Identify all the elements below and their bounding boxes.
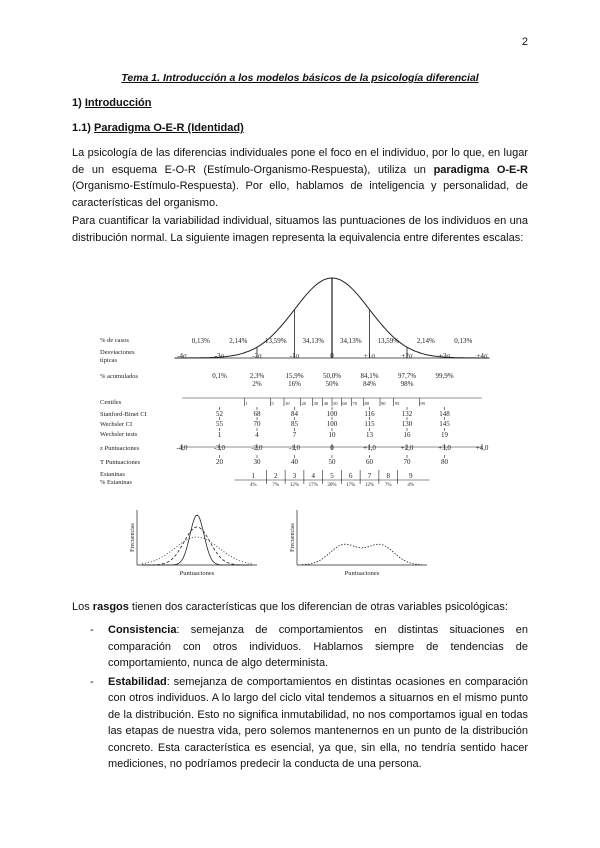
stanford-binet-label: 132 <box>401 410 413 418</box>
stanine-pct-label: 12% <box>289 483 300 488</box>
centile-label: 1 <box>245 401 248 406</box>
paragraph-oer-text-b: (Organismo-Estímulo-Respuesta). Por ello, hablamos de inteligencia y personalidad, de características del organismo. <box>72 180 528 209</box>
row-label: % de casos <box>100 337 129 344</box>
stanine-pct-label: 20% <box>327 483 337 488</box>
t-score-label: 40 <box>291 458 298 466</box>
row-label: Wechsler CI <box>100 421 133 428</box>
row-label: Centiles <box>100 399 122 406</box>
plot-left-ylabel: Frecuencias <box>130 523 136 552</box>
list-text: : semejanza de comportamientos en distintas situaciones en comparación con otros individuos. Hablamos siempre de tendencias de comportamiento, nunca de algo determinista. <box>108 624 528 669</box>
wechsler-ci-label: 130 <box>401 420 413 428</box>
paragraph-traits <box>72 599 528 616</box>
t-score-label: 60 <box>366 458 373 466</box>
wechsler-tests-label: 16 <box>403 431 411 439</box>
paragraph-oer-bold: paradigma O-E-R <box>433 163 528 176</box>
distribution-curve <box>142 515 252 565</box>
t-score-label: 30 <box>253 458 261 466</box>
z-label: 0 <box>330 444 334 452</box>
bimodal-curve <box>302 544 422 565</box>
centile-label: 10 <box>285 401 290 406</box>
wechsler-ci-label: 55 <box>216 420 223 428</box>
wechsler-tests-label: 19 <box>441 431 448 439</box>
stanine-label: 3 <box>292 472 297 480</box>
sd-label: -3σ <box>214 352 225 360</box>
cumulative-rounded-label: 84% <box>363 380 376 388</box>
list-dash: - <box>90 675 94 688</box>
z-label: -4,0 <box>176 444 188 452</box>
stanford-binet-label: 116 <box>364 410 375 418</box>
wechsler-tests-label: 4 <box>255 431 259 439</box>
stanine-pct-label: 7% <box>272 483 280 488</box>
stanford-binet-label: 100 <box>326 410 338 418</box>
row-label: Stanford-Binet CI <box>100 411 147 418</box>
paragraph-variability: Para cuantificar la variabilidad individual, situamos las puntuaciones de los individuos en una distribución normal. La siguiente imagen representa la equivalencia entre diferentes escalas: <box>72 215 528 244</box>
cumulative-label: 2,3% <box>249 372 265 380</box>
cumulative-rounded-label: 2% <box>252 380 262 388</box>
wechsler-tests-label: 7 <box>292 431 297 439</box>
cumulative-label: 15,9% <box>285 372 304 380</box>
z-label: -1,0 <box>288 444 301 452</box>
t-score-label: 70 <box>403 458 411 466</box>
pct-cases-label: 34,13% <box>339 337 362 345</box>
page-number: 2 <box>521 36 528 48</box>
row-label: % Estaninas <box>100 479 132 486</box>
cumulative-rounded-label: 16% <box>288 380 301 388</box>
sd-label: +4σ <box>476 352 488 360</box>
list-term: Estabilidad <box>108 675 167 688</box>
row-label: T Puntuaciones <box>100 459 141 466</box>
stanine-pct-label: 17% <box>308 483 318 488</box>
row-label: % acumulados <box>100 373 139 380</box>
z-label: +2,0 <box>400 444 414 452</box>
cumulative-label: 97,7% <box>397 372 417 380</box>
wechsler-ci-label: 145 <box>439 420 450 428</box>
sd-label: -2σ <box>252 352 262 360</box>
centile-label: 20 <box>301 401 306 406</box>
wechsler-tests-label: 13 <box>366 431 373 439</box>
row-label: típicas <box>100 357 117 364</box>
list-dash: - <box>90 624 94 636</box>
stanine-label: 2 <box>274 472 278 480</box>
section-number: 1) <box>72 97 82 109</box>
wechsler-ci-label: 100 <box>326 420 338 428</box>
wechsler-tests-label: 1 <box>217 431 222 439</box>
distribution-curve <box>142 537 252 564</box>
cumulative-label: 50,0% <box>322 372 342 380</box>
list-item-consistency <box>72 622 528 672</box>
stanine-pct-label: 4% <box>249 483 257 488</box>
stanford-binet-label: 52 <box>216 410 223 418</box>
cumulative-rounded-label: 50% <box>325 380 339 388</box>
cumulative-label: 84,1% <box>360 372 379 380</box>
document-title: Tema 1. Introducción a los modelos básicos de la psicología diferencial <box>121 72 479 84</box>
t-score-label: 80 <box>441 458 448 466</box>
pct-cases-label: 0,13% <box>454 337 473 345</box>
stanine-pct-label: 4% <box>407 483 415 488</box>
z-label: -3,0 <box>213 444 226 452</box>
row-label: Desviaciones <box>100 349 135 356</box>
centile-label: 50 <box>333 401 338 406</box>
stanine-pct-label: 17% <box>346 483 356 488</box>
wechsler-ci-label: 115 <box>364 420 375 428</box>
subsection-title: Paradigma O-E-R (Identidad) <box>94 122 244 134</box>
plot-left-xlabel: Puntuaciones <box>179 570 215 577</box>
sd-label: +3σ <box>438 352 451 360</box>
plot-right-xlabel: Puntuaciones <box>344 570 380 577</box>
centile-label: 70 <box>352 401 357 406</box>
stanine-label: 6 <box>349 472 353 480</box>
z-label: +1,0 <box>363 444 376 452</box>
row-label: Estaninas <box>100 471 125 478</box>
paragraph-oer-text-a: La psicología de las diferencias individuales pone el foco en el individuo, por lo que, en lugar de un esquema E-O-R (Estímulo-Organismo-Respuesta), utiliza un <box>72 147 528 176</box>
t-score-label: 50 <box>328 458 336 466</box>
centile-label: 5 <box>271 401 274 406</box>
stanford-binet-label: 148 <box>439 410 450 418</box>
stanine-label: 4 <box>311 472 315 480</box>
pct-cases-label: 0,13% <box>191 337 210 345</box>
section-title: Introducción <box>84 97 152 109</box>
list-term: Consistencia <box>108 624 177 636</box>
pct-cases-label: 34,13% <box>302 337 325 345</box>
stanine-label: 9 <box>409 472 413 480</box>
sd-label: +2σ <box>401 352 413 360</box>
centile-label: 30 <box>313 401 318 406</box>
stanine-pct-label: 12% <box>364 483 375 488</box>
centile-label: 80 <box>364 401 369 406</box>
centile-label: 40 <box>323 401 329 406</box>
scales-diagram <box>92 270 502 590</box>
stanford-binet-label: 68 <box>253 410 261 418</box>
paragraph-traits-bold: rasgos <box>92 601 129 613</box>
traits-list <box>72 622 528 775</box>
list-text: : semejanza de comportamientos en distintas ocasiones en comparación con otros individuos. A lo largo del ciclo vital tendemos a situarnos en el mismo punto de la distribución. Esto no significa inmutabilidad, no nos comportamos igual en todas las etapas de nuestra vida, pero solemos mantenernos en un punto de la distribución concreto. Esta característica es esencial, ya que, sin ella, no tendría sentido hacer mediciones, no podríamos predecir la conducta de una persona. <box>108 675 528 770</box>
plot-right-ylabel: Frecuencias <box>290 523 296 552</box>
cumulative-rounded-label: 98% <box>400 380 414 388</box>
paragraph-traits-text-a: Los <box>72 601 93 613</box>
stanine-label: 5 <box>330 472 334 480</box>
pct-cases-label: 2,14% <box>416 337 435 345</box>
subsection-number: 1.1) <box>72 122 91 134</box>
centile-label: 95 <box>394 401 400 406</box>
wechsler-tests-label: 10 <box>328 431 336 439</box>
pct-cases-label: 13,59% <box>264 337 287 345</box>
stanine-pct-label: 7% <box>384 483 392 488</box>
distribution-curve <box>142 527 252 565</box>
sd-label: +1σ <box>363 352 376 360</box>
sd-label: 0 <box>330 352 334 360</box>
z-label: +4,0 <box>475 444 489 452</box>
list-item-stability <box>72 674 528 773</box>
stanford-binet-label: 84 <box>291 410 298 418</box>
stanine-label: 8 <box>386 472 390 480</box>
t-score-label: 20 <box>216 458 223 466</box>
sd-label: -1σ <box>289 352 300 360</box>
pct-cases-label: 2,14% <box>229 337 248 345</box>
centile-label: 99 <box>420 401 425 406</box>
section-heading <box>72 97 151 109</box>
centile-label: 60 <box>342 401 347 406</box>
z-label: -2,0 <box>251 444 263 452</box>
paragraph-oer <box>72 145 528 211</box>
stanine-label: 1 <box>251 472 255 480</box>
row-label: Wechsler tests <box>100 431 138 438</box>
normal-distribution-figure <box>92 270 502 590</box>
pct-cases-label: 13,59% <box>377 337 400 345</box>
wechsler-ci-label: 85 <box>291 420 298 428</box>
centile-label: 90 <box>381 401 386 406</box>
row-label: z Puntuaciones <box>100 445 140 452</box>
sd-label: -4σ <box>177 352 187 360</box>
wechsler-ci-label: 70 <box>253 420 261 428</box>
cumulative-label: 99,9% <box>435 372 454 380</box>
z-label: +3,0 <box>438 444 451 452</box>
stanine-label: 7 <box>367 472 372 480</box>
cumulative-label: 0,1% <box>212 372 227 380</box>
paragraph-traits-text-b: tienen dos características que los diferencian de otras variables psicológicas: <box>128 601 508 613</box>
subsection-heading <box>72 122 244 134</box>
